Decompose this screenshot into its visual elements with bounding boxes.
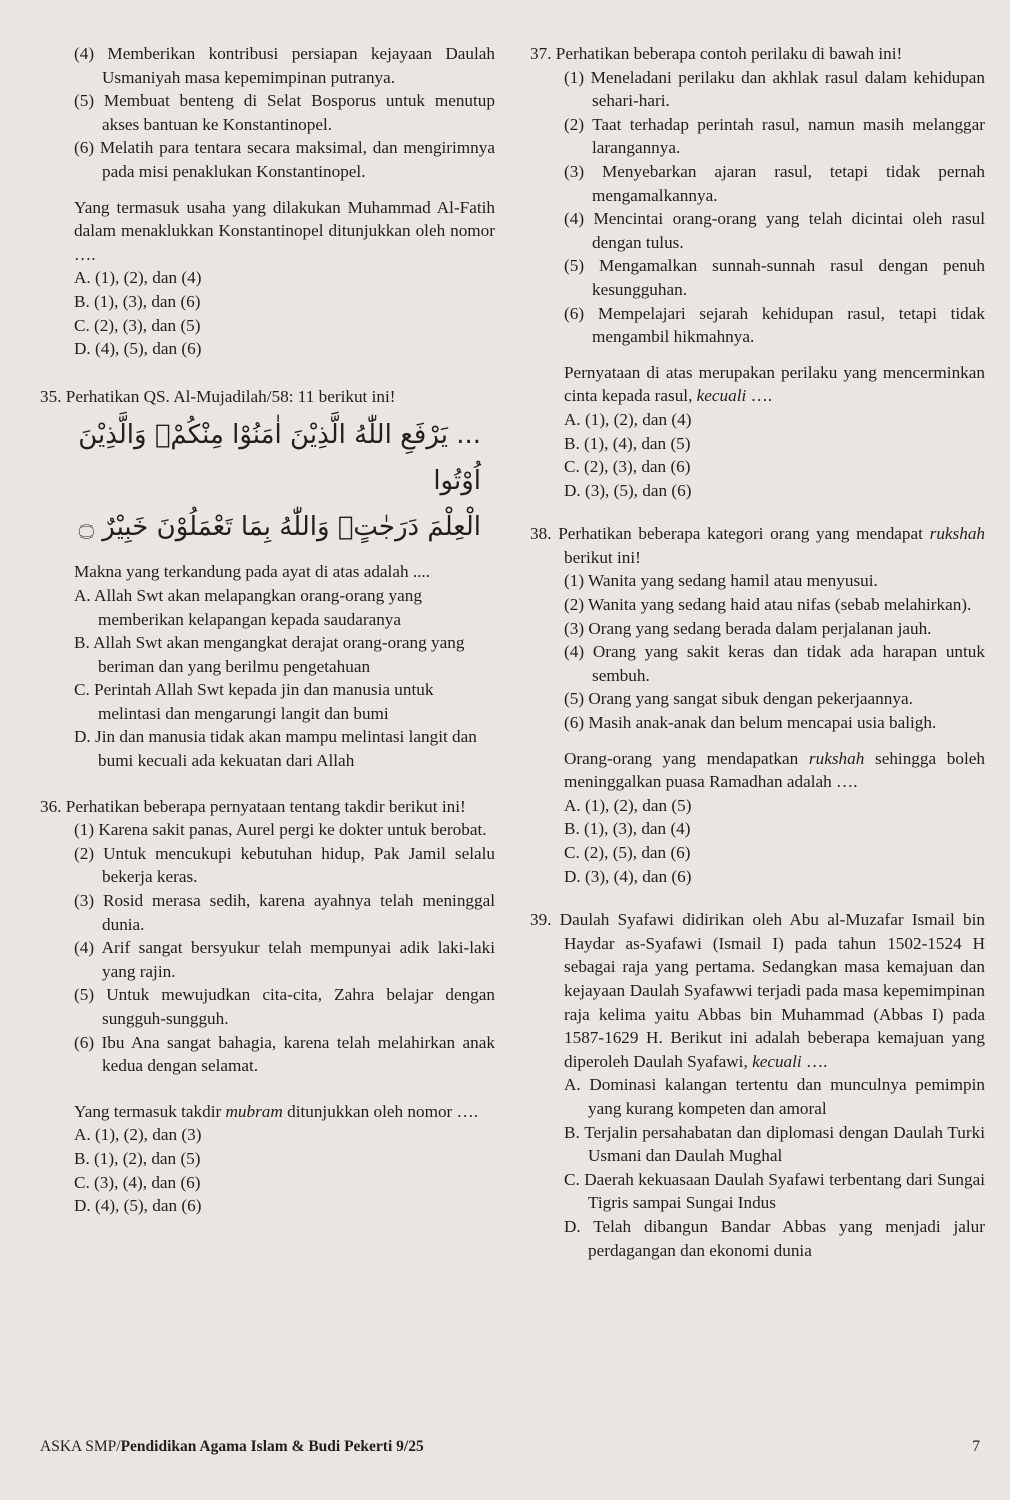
footer-title: ASKA SMP/Pendidikan Agama Islam & Budi Pekerti 9/25	[40, 1438, 424, 1455]
q38-item: (1) Wanita yang sedang hamil atau menyusui.	[564, 571, 878, 591]
q39-option-b[interactable]: B. Terjalin persahabatan dan diplomasi dengan Daulah Turki Usmani dan Daulah Mughal	[564, 1122, 985, 1166]
q38-stem: Orang-orang yang mendapatkan rukshah sehingga boleh meninggalkan puasa Ramadhan adalah ….	[564, 748, 985, 792]
q36-option-b[interactable]: B. (1), (2), dan (5)	[74, 1148, 201, 1168]
q37-item: (4) Mencintai orang-orang yang telah dicintai oleh rasul dengan tulus.	[564, 209, 986, 252]
q37-option-c[interactable]: C. (2), (3), dan (6)	[564, 457, 691, 477]
q37-stem: Pernyataan di atas merupakan perilaku yang mencerminkan cinta kepada rasul, kecuali ….	[564, 362, 985, 406]
q34-option-c[interactable]: C. (2), (3), dan (5)	[74, 315, 201, 335]
q34-stem-block	[40, 196, 495, 361]
q34-option-a[interactable]: A. (1), (2), dan (4)	[74, 268, 202, 288]
q35-stem: Makna yang terkandung pada ayat di atas adalah ....	[74, 562, 431, 582]
q35-arabic-verse: ... يَرْفَعِ اللّٰهُ الَّذِيْنَ اٰمَنُوْا مِنْكُمْۙ وَالَّذِيْنَ اُوْتُوا الْعِلْمَ دَرَجٰتٍۗ وَاللّٰهُ بِمَا تَعْمَلُوْنَ خَبِيْرٌ ۝	[78, 420, 481, 543]
q36-option-a[interactable]: A. (1), (2), dan (3)	[74, 1125, 202, 1145]
q37-heading: 37. Perhatikan beberapa contoh perilaku di bawah ini!	[530, 44, 903, 63]
q34-option-b[interactable]: B. (1), (3), dan (6)	[74, 291, 201, 311]
q34-item: (6) Melatih para tentara secara maksimal, dan mengirimnya pada misi penaklukan Konstantinopel.	[74, 138, 495, 181]
q38-item: (5) Orang yang sangat sibuk dengan pekerjaannya.	[564, 689, 913, 709]
q35-option-c[interactable]: C. Perintah Allah Swt kepada jin dan manusia untuk melintasi dan mengarungi langit dan bumi	[74, 680, 434, 723]
q38-item: (6) Masih anak-anak dan belum mencapai usia baligh.	[564, 713, 937, 733]
q34-option-d[interactable]: D. (4), (5), dan (6)	[74, 339, 202, 359]
right-column	[530, 42, 985, 1262]
q38-option-c[interactable]: C. (2), (5), dan (6)	[564, 843, 691, 862]
q37-item: (6) Mempelajari sejarah kehidupan rasul, tetapi tidak mengambil hikmahnya.	[564, 303, 986, 347]
q36-item: (3) Rosid merasa sedih, karena ayahnya telah meninggal dunia.	[74, 891, 496, 934]
q39-option-c[interactable]: C. Daerah kekuasaan Daulah Syafawi terbentang dari Sungai Tigris sampai Sungai Indus	[564, 1169, 985, 1213]
q37-item: (5) Mengamalkan sunnah-sunnah rasul dengan penuh kesungguhan.	[564, 256, 985, 299]
q34-items	[40, 42, 495, 184]
q39-option-d[interactable]: D. Telah dibangun Bandar Abbas yang menjadi jalur perdagangan dan ekonomi dunia	[564, 1216, 985, 1260]
q38-heading: 38. Perhatikan beberapa kategori orang yang mendapat rukshah berikut ini!	[530, 524, 986, 567]
q37-item: (2) Taat terhadap perintah rasul, namun masih melanggar larangannya.	[564, 114, 985, 158]
q36-heading: 36. Perhatikan beberapa pernyataan tentang takdir berikut ini!	[40, 796, 466, 816]
q37-option-d[interactable]: D. (3), (5), dan (6)	[564, 480, 692, 500]
q37-item: (1) Meneladani perilaku dan akhlak rasul dalam kehidupan sehari-hari.	[564, 67, 986, 111]
q38-option-d[interactable]: D. (3), (4), dan (6)	[564, 866, 692, 886]
q36-item: (6) Ibu Ana sangat bahagia, karena telah melahirkan anak kedua dengan selamat.	[74, 1032, 495, 1076]
q38-item: (4) Orang yang sakit keras dan tidak ada harapan untuk sembuh.	[564, 642, 985, 685]
q34-item: (4) Memberikan kontribusi persiapan kejayaan Daulah Usmaniyah masa kepemimpinan putranya.	[74, 44, 495, 87]
q35-option-a[interactable]: A. Allah Swt akan melapangkan orang-orang yang memberikan kelapangan kepada saudaranya	[74, 585, 422, 629]
q36-item: (5) Untuk mewujudkan cita-cita, Zahra belajar dengan sungguh-sungguh.	[74, 985, 495, 1028]
q38-option-a[interactable]: A. (1), (2), dan (5)	[564, 795, 692, 815]
q36-option-d[interactable]: D. (4), (5), dan (6)	[74, 1196, 202, 1216]
q36-item: (4) Arif sangat bersyukur telah mempunyai adik laki-laki yang rajin.	[74, 938, 495, 981]
q36-item: (2) Untuk mencukupi kebutuhan hidup, Pak Jamil selalu bekerja keras.	[74, 843, 496, 887]
q38-item: (3) Orang yang sedang berada dalam perjalanan jauh.	[564, 618, 932, 638]
q39-option-a[interactable]: A. Dominasi kalangan tertentu dan munculnya pemimpin yang kurang kompeten dan amoral	[564, 1075, 985, 1118]
q38-item: (2) Wanita yang sedang haid atau nifas (sebab melahirkan).	[564, 595, 972, 615]
q36-option-c[interactable]: C. (3), (4), dan (6)	[74, 1172, 201, 1192]
q37-option-a[interactable]: A. (1), (2), dan (4)	[564, 409, 692, 429]
q35-option-b[interactable]: B. Allah Swt akan mengangkat derajat orang-orang yang beriman dan yang berilmu pengetahuan	[74, 633, 465, 676]
left-column	[40, 42, 495, 1218]
q36-item: (1) Karena sakit panas, Aurel pergi ke dokter untuk berobat.	[74, 820, 487, 840]
page-number: 7	[972, 1438, 980, 1455]
q39-heading: 39. Daulah Syafawi didirikan oleh Abu al-Muzafar Ismail bin Haydar as-Syafawi (Ismail I) pada tahun 1502-1524 H sebagai raja yang pertama. Sedangkan masa kemajuan dan kejayaan Daulah Syafawwi terjadi pada masa kepemimpinan raja kelima yaitu Abbas bin Muhammad (Abbas I) pada 1587-1629 H. Berikut ini adalah beberapa kemajuan yang diperoleh Daulah Syafawi, kecuali ….	[530, 910, 985, 1071]
q34-stem: Yang termasuk usaha yang dilakukan Muhammad Al-Fatih dalam menaklukkan Konstantinopel ditunjukkan oleh nomor ….	[74, 197, 495, 264]
q35-heading: 35. Perhatikan QS. Al-Mujadilah/58: 11 berikut ini!	[40, 386, 396, 406]
q35-option-d[interactable]: D. Jin dan manusia tidak akan mampu melintasi langit dan bumi kecuali ada kekuatan dari Allah	[74, 727, 477, 771]
q36-stem: Yang termasuk takdir mubram ditunjukkan oleh nomor ….	[74, 1101, 479, 1121]
q37-item: (3) Menyebarkan ajaran rasul, tetapi tidak pernah mengamalkannya.	[564, 161, 986, 205]
page-footer	[40, 1438, 980, 1456]
q37-option-b[interactable]: B. (1), (4), dan (5)	[564, 433, 691, 453]
q34-item: (5) Membuat benteng di Selat Bosporus untuk menutup akses bantuan ke Konstantinopel.	[74, 91, 495, 134]
q38-option-b[interactable]: B. (1), (3), dan (4)	[564, 819, 691, 839]
